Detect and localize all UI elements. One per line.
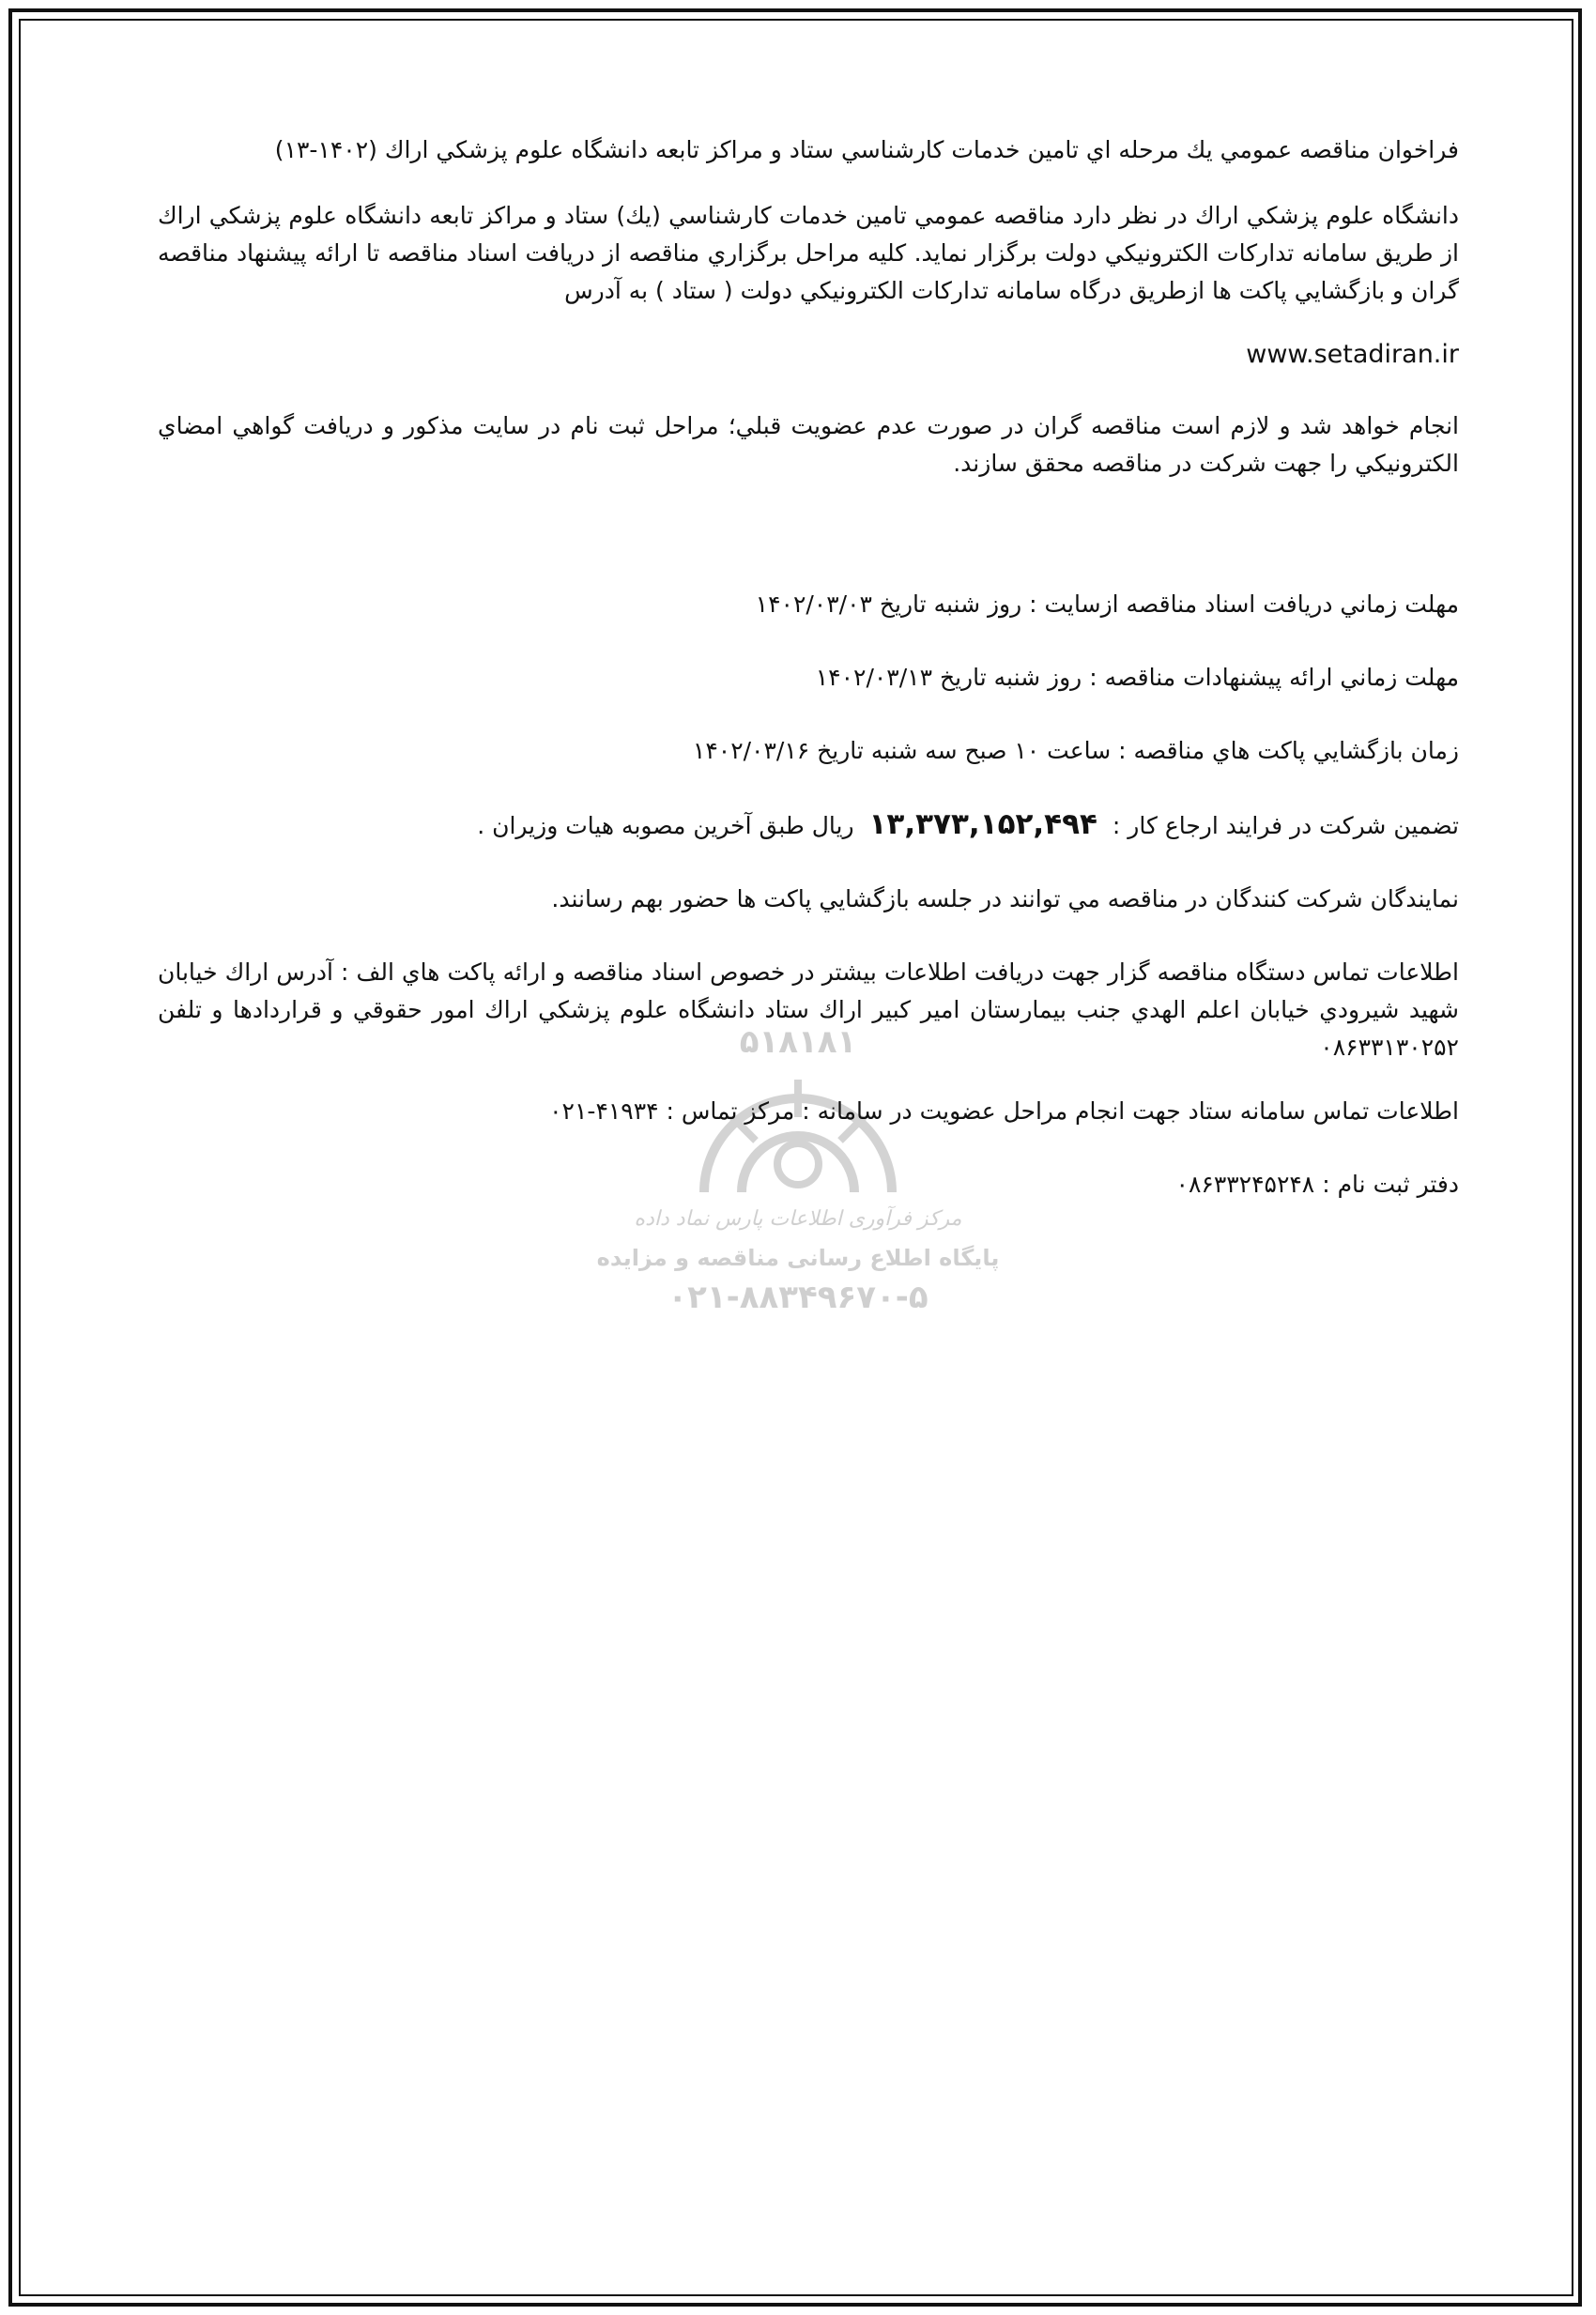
watermark-number: ۵۱۸۱۸۱ — [739, 1023, 857, 1061]
website-link[interactable]: www.setadiran.ir — [1246, 340, 1459, 369]
guarantee-label: تضمين شركت در فرايند ارجاع كار : — [1112, 812, 1459, 839]
representatives-note: نمايندگان شركت كنندگان در مناقصه مي توانند در جلسه بازگشايي پاكت ها حضور بهم رسانند. — [551, 885, 1459, 912]
guarantee-suffix: ريال طبق آخرين مصوبه هيات وزيران . — [477, 812, 854, 839]
watermark-company: مرکز فرآوری اطلاعات پارس نماد داده — [634, 1207, 962, 1231]
document-body — [158, 131, 1459, 1239]
section-spacer — [158, 509, 1459, 586]
intro-paragraph: دانشگاه علوم پزشكي اراك در نظر دارد مناقصه عمومي تامين خدمات كارشناسي (يك) ستاد و مراكز تابعه دانشگاه علوم پزشكي اراك از طريق سامانه تداركات الكترونيكي دولت برگزار نمايد. كليه مراحل برگزاري مناقصه از دريافت اسناد مناقصه تا ارائه پيشنهاد مناقصه گران و بازگشايي پاكت ها ازطريق درگاه سامانه تداركات الكترونيكي دولت ( ستاد ) به آدرس — [158, 202, 1459, 304]
watermark-portal: پایگاه اطلاع رسانی مناقصه و مزایده — [596, 1245, 1000, 1271]
guarantee-amount: ۱۳,۳۷۳,۱۵۲,۴۹۴ — [868, 807, 1097, 841]
setad-contact: اطلاعات تماس سامانه ستاد جهت انجام مراحل عضويت در سامانه : مركز تماس : ۴۱۹۳۴-۰۲۱ — [549, 1097, 1459, 1125]
guarantee-line — [158, 805, 1459, 845]
proposals-deadline: مهلت زماني ارائه پيشنهادات مناقصه : روز شنبه تاريخ ۱۴۰۲/۰۳/۱۳ — [815, 664, 1459, 691]
document-title: فراخوان مناقصه عمومي يك مرحله اي تامين خدمات كارشناسي ستاد و مراكز تابعه دانشگاه علوم پزشكي اراك (۱۴۰۲-۱۳) — [274, 136, 1459, 163]
documents-deadline: مهلت زماني دريافت اسناد مناقصه ازسايت : روز شنبه تاريخ ۱۴۰۲/۰۳/۰۳ — [755, 590, 1459, 618]
opening-time: زمان بازگشايي پاكت هاي مناقصه : ساعت ۱۰ صبح سه شنبه تاريخ ۱۴۰۲/۰۳/۱۶ — [692, 737, 1459, 764]
registration-note: انجام خواهد شد و لازم است مناقصه گران در صورت عدم عضويت قبلي؛ مراحل ثبت نام در سايت مذكور و دريافت گواهي امضاي الكترونيكي را جهت شركت در مناقصه محقق سازند. — [158, 412, 1459, 477]
watermark-phone: ۰۲۱-۸۸۳۴۹۶۷۰-۵ — [668, 1279, 928, 1316]
registration-office: دفتر ثبت نام : ۰۸۶۳۳۲۴۵۲۴۸ — [1175, 1171, 1459, 1198]
tenderer-contact: اطلاعات تماس دستگاه مناقصه گزار جهت دريافت اطلاعات بيشتر در خصوص اسناد مناقصه و ارائه پاكت هاي الف : آدرس اراك خيابان شهيد شيرودي خيابان اعلم الهدي جنب بيمارستان امير كبير اراك ستاد دانشگاه علوم پزشكي اراك امور حقوقي و قراردادها و تلفن ۰۸۶۳۳۱۳۰۲۵۲ — [158, 958, 1459, 1061]
